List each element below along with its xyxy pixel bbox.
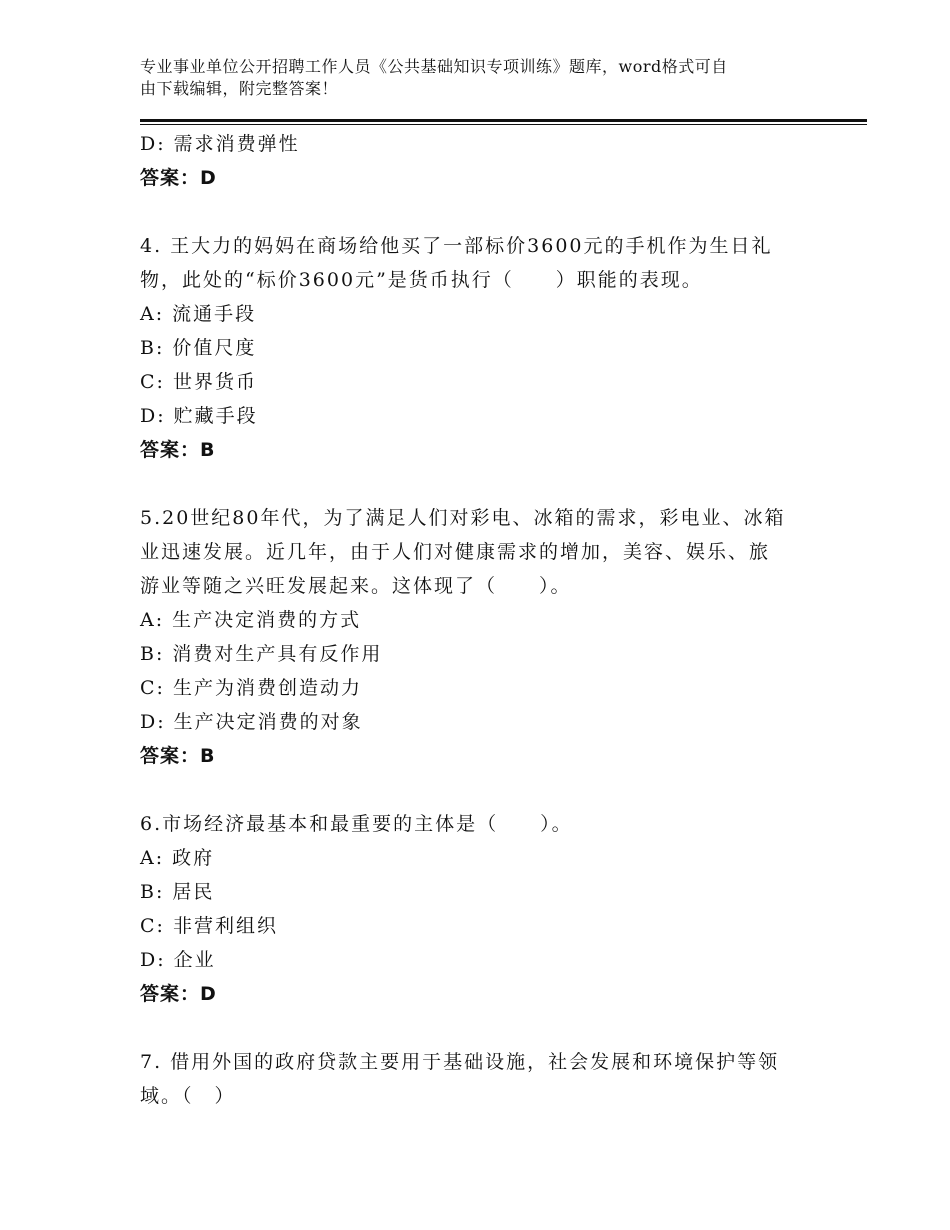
- question-5-option-c: C: 生产为消费创造动力: [140, 677, 362, 699]
- header-line-2: 由下载编辑，附完整答案！: [140, 79, 339, 98]
- question-6-option-c: C: 非营利组织: [140, 915, 278, 937]
- header-rule-thin: [140, 124, 867, 125]
- question-7-stem-line-1: 7. 借用外国的政府贷款主要用于基础设施，社会发展和环境保护等领: [140, 1051, 780, 1073]
- question-4-option-b: B: 价值尺度: [140, 337, 257, 359]
- question-5: [140, 501, 820, 773]
- question-5-answer: 答案：B: [140, 745, 216, 767]
- question-6-answer: 答案：D: [140, 983, 217, 1005]
- question-5-option-d: D: 生产决定消费的对象: [140, 711, 363, 733]
- page-header: [140, 56, 820, 100]
- spacer: [140, 195, 820, 229]
- question-6-option-a: A: 政府: [140, 847, 215, 869]
- question-7: [140, 1045, 820, 1113]
- question-content: [140, 127, 820, 1113]
- header-rule-thick: [140, 119, 867, 122]
- question-4: [140, 229, 820, 467]
- question-7-stem-line-2: 域。（ ）: [140, 1085, 236, 1107]
- question-5-option-b: B: 消费对生产具有反作用: [140, 643, 383, 665]
- question-4-option-a: A: 流通手段: [140, 303, 257, 325]
- spacer: [140, 773, 820, 807]
- question-5-stem-line-1: 5.20世纪80年代，为了满足人们对彩电、冰箱的需求，彩电业、冰箱: [140, 507, 786, 529]
- question-4-stem-line-1: 4. 王大力的妈妈在商场给他买了一部标价3600元的手机作为生日礼: [140, 235, 773, 257]
- prev-answer: 答案：D: [140, 167, 217, 189]
- spacer: [140, 467, 820, 501]
- question-5-option-a: A: 生产决定消费的方式: [140, 609, 362, 631]
- question-5-stem-line-3: 游业等随之兴旺发展起来。这体现了（ ）。: [140, 575, 572, 597]
- question-4-option-d: D: 贮藏手段: [140, 405, 258, 427]
- question-6-option-b: B: 居民: [140, 881, 215, 903]
- question-5-stem-line-2: 业迅速发展。近几年，由于人们对健康需求的增加，美容、娱乐、旅: [140, 541, 771, 563]
- question-6-stem-line-1: 6.市场经济最基本和最重要的主体是（ ）。: [140, 813, 573, 835]
- question-6: [140, 807, 820, 1011]
- question-4-answer: 答案：B: [140, 439, 216, 461]
- spacer: [140, 1011, 820, 1045]
- prev-option-d: D: 需求消费弹性: [140, 133, 300, 155]
- question-6-option-d: D: 企业: [140, 949, 216, 971]
- question-4-option-c: C: 世界货币: [140, 371, 257, 393]
- header-line-1: 专业事业单位公开招聘工作人员《公共基础知识专项训练》题库，word格式可自: [140, 57, 728, 76]
- question-4-stem-line-2: 物，此处的“标价3600元”是货币执行（ ）职能的表现。: [140, 269, 703, 291]
